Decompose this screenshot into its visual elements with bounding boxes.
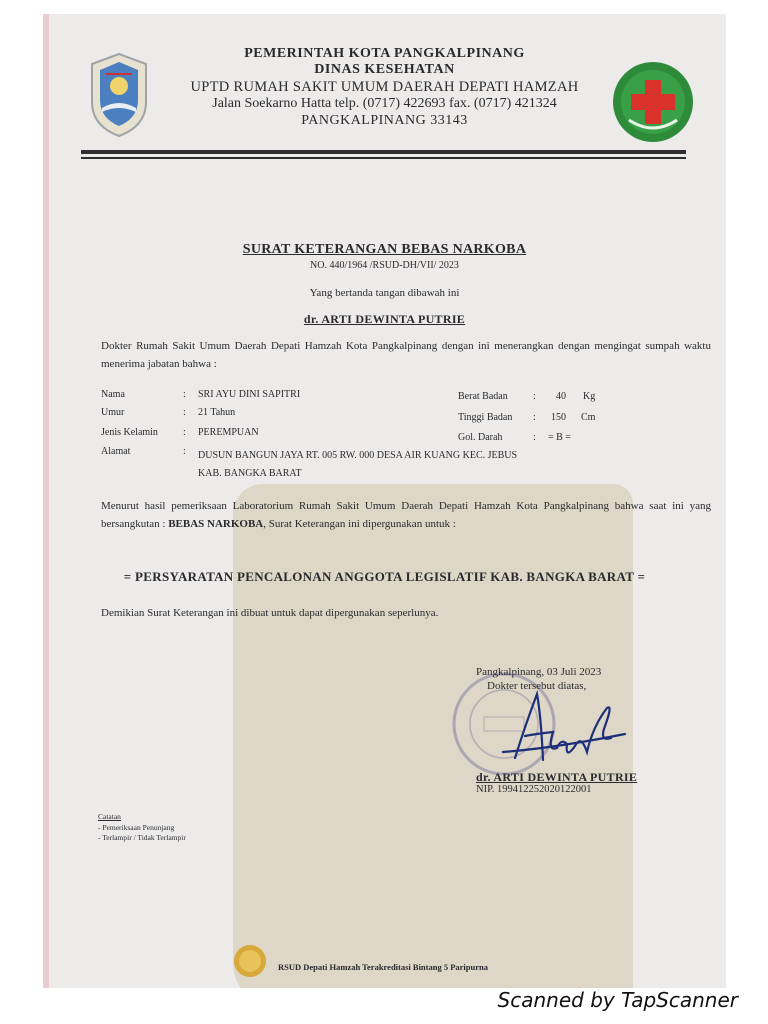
label-gol-darah: Gol. Darah bbox=[458, 432, 503, 443]
notes-item-2: - Terlampir / Tidak Terlampir bbox=[98, 833, 186, 842]
result-text-b: , Surat Keterangan ini dipergunakan untuk : bbox=[263, 518, 456, 530]
value-jenis-kelamin: PEREMPUAN bbox=[198, 427, 259, 438]
colon: : bbox=[533, 432, 536, 443]
document-title: SURAT KETERANGAN BEBAS NARKOBA bbox=[242, 242, 527, 257]
colon: : bbox=[183, 389, 186, 400]
notes-item-1: - Pemeriksaan Penunjang bbox=[98, 823, 175, 832]
unit-berat-badan: Kg bbox=[583, 391, 596, 402]
label-jenis-kelamin: Jenis Kelamin bbox=[101, 427, 158, 438]
scanner-watermark: Scanned by TapScanner bbox=[497, 988, 738, 1012]
purpose-statement: = PERSYARATAN PENCALONAN ANGGOTA LEGISLATIF KAB. BANGKA BARAT = bbox=[123, 569, 646, 584]
signatory-name: dr. ARTI DEWINTA PUTRIE bbox=[476, 770, 638, 784]
result-text-a: Menurut hasil pemeriksaan Laboratorium Rumah Sakit Umum Daerah Depati Hamzah Kota Pangkalpinang bahwa saat ini yang bersangkutan : bbox=[101, 500, 711, 530]
value-umur: 21 Tahun bbox=[198, 407, 236, 418]
colon: : bbox=[183, 427, 186, 438]
header-line-hospital: UPTD RUMAH SAKIT UMUM DAERAH DEPATI HAMZAH bbox=[190, 79, 579, 95]
intro-line: Yang bertanda tangan dibawah ini bbox=[309, 287, 460, 299]
header-line-address: Jalan Soekarno Hatta telp. (0717) 422693 fax. (0717) 421324 bbox=[212, 96, 557, 111]
label-alamat: Alamat bbox=[101, 446, 131, 457]
notes-heading: Catatan bbox=[98, 812, 121, 821]
colon: : bbox=[183, 446, 186, 457]
header-line-government: PEMERINTAH KOTA PANGKALPINANG bbox=[244, 46, 525, 61]
colon: : bbox=[533, 412, 536, 423]
result-paragraph bbox=[101, 497, 711, 533]
label-berat-badan: Berat Badan bbox=[458, 391, 508, 402]
hospital-cross-logo bbox=[611, 60, 695, 144]
document-number: NO. 440/1964 /RSUD-DH/VII/ 2023 bbox=[310, 260, 459, 271]
doctor-name: dr. ARTI DEWINTA PUTRIE bbox=[303, 312, 466, 326]
closing-statement: Demikian Surat Keterangan ini dibuat untuk dapat dipergunakan seperlunya. bbox=[101, 607, 439, 619]
colon: : bbox=[183, 407, 186, 418]
value-alamat-line2: KAB. BANGKA BARAT bbox=[198, 468, 302, 479]
header-line-city: PANGKALPINANG 33143 bbox=[301, 113, 468, 128]
document-page bbox=[43, 14, 726, 988]
colon: : bbox=[533, 391, 536, 402]
footer-accreditation: RSUD Depati Hamzah Terakreditasi Bintang 5 Paripurna bbox=[278, 962, 489, 972]
accreditation-seal-icon bbox=[233, 944, 267, 978]
value-nama: SRI AYU DINI SAPITRI bbox=[198, 389, 301, 400]
place-date: Pangkalpinang, 03 Juli 2023 bbox=[476, 666, 602, 678]
value-tinggi-badan: 150 bbox=[551, 412, 566, 423]
signature-caption: Dokter tersebut diatas, bbox=[487, 680, 587, 692]
opening-paragraph: Dokter Rumah Sakit Umum Daerah Depati Hamzah Kota Pangkalpinang dengan ini menerangkan dengan mengingat sumpah waktu menerima jabatan bahwa : bbox=[101, 340, 711, 370]
value-gol-darah: = B = bbox=[548, 432, 571, 443]
result-status: BEBAS NARKOBA bbox=[168, 518, 264, 530]
value-berat-badan: 40 bbox=[556, 391, 566, 402]
label-tinggi-badan: Tinggi Badan bbox=[458, 412, 513, 423]
header-divider-thick bbox=[81, 150, 686, 154]
label-nama: Nama bbox=[101, 389, 125, 400]
header-divider-thin bbox=[81, 157, 686, 159]
unit-tinggi-badan: Cm bbox=[581, 412, 596, 423]
value-alamat-line1: DUSUN BANGUN JAYA RT. 005 RW. 000 DESA AIR KUANG KEC. JEBUS bbox=[198, 450, 518, 461]
signatory-nip: NIP. 199412252020122001 bbox=[476, 784, 592, 795]
header-line-agency: DINAS KESEHATAN bbox=[314, 62, 455, 77]
label-umur: Umur bbox=[101, 407, 125, 418]
handwritten-signature bbox=[495, 686, 630, 776]
